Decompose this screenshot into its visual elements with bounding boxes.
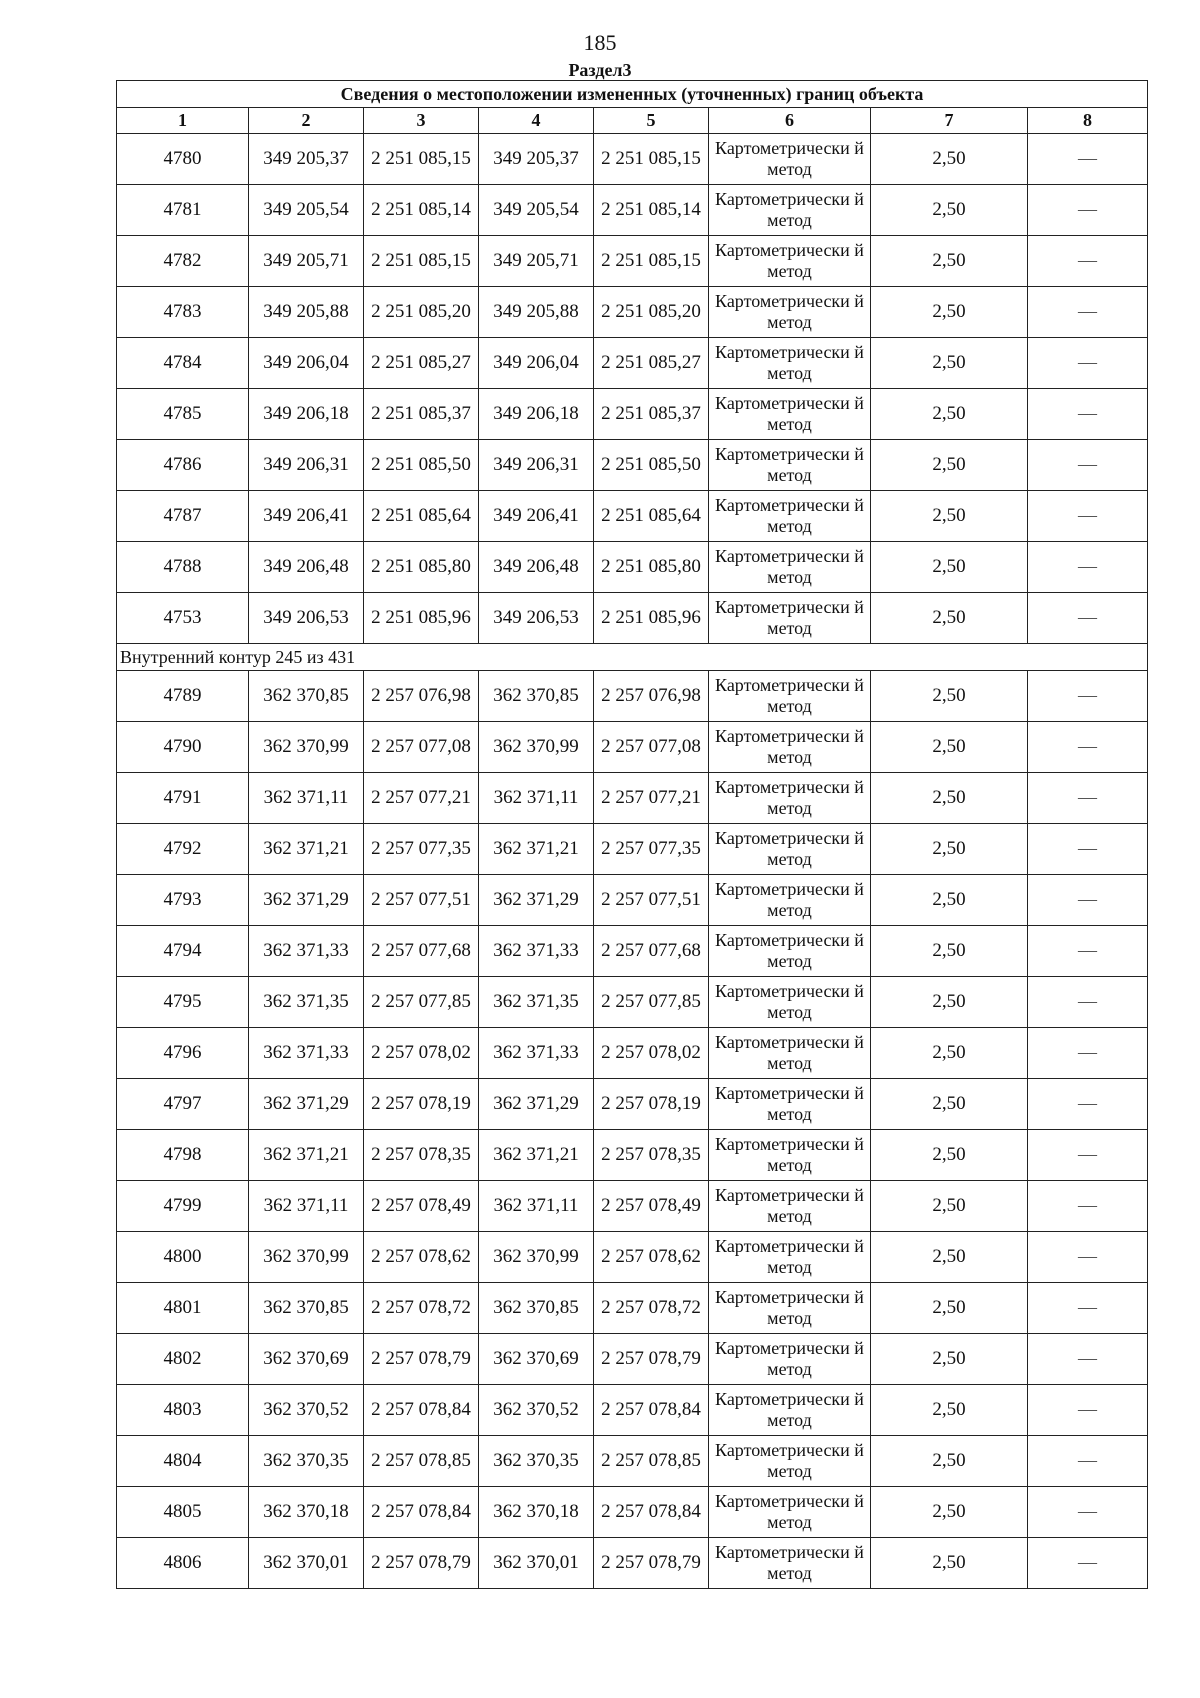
y-old-cell: 2 257 078,84 <box>364 1487 479 1538</box>
x-new-cell: 349 205,54 <box>479 185 594 236</box>
y-new-cell: 2 257 078,19 <box>594 1079 709 1130</box>
point-number-cell: 4800 <box>117 1232 249 1283</box>
description-cell: — <box>1028 1334 1148 1385</box>
y-new-cell: 2 257 077,35 <box>594 824 709 875</box>
y-new-cell: 2 257 078,35 <box>594 1130 709 1181</box>
y-new-cell: 2 251 085,64 <box>594 491 709 542</box>
x-old-cell: 349 205,37 <box>249 134 364 185</box>
y-new-cell: 2 257 078,02 <box>594 1028 709 1079</box>
y-old-cell: 2 257 077,51 <box>364 875 479 926</box>
x-old-cell: 362 371,33 <box>249 926 364 977</box>
method-cell: Картометрически й метод <box>709 1079 871 1130</box>
x-old-cell: 362 370,18 <box>249 1487 364 1538</box>
x-old-cell: 362 370,01 <box>249 1538 364 1589</box>
description-cell: — <box>1028 287 1148 338</box>
precision-cell: 2,50 <box>871 236 1028 287</box>
y-old-cell: 2 257 076,98 <box>364 671 479 722</box>
point-number-cell: 4753 <box>117 593 249 644</box>
point-number-cell: 4788 <box>117 542 249 593</box>
point-number-cell: 4786 <box>117 440 249 491</box>
table-row <box>117 1385 1148 1436</box>
description-cell: — <box>1028 977 1148 1028</box>
method-cell: Картометрически й метод <box>709 1130 871 1181</box>
x-new-cell: 362 370,99 <box>479 1232 594 1283</box>
precision-cell: 2,50 <box>871 926 1028 977</box>
method-cell: Картометрически й метод <box>709 440 871 491</box>
point-number-cell: 4798 <box>117 1130 249 1181</box>
y-new-cell: 2 251 085,14 <box>594 185 709 236</box>
method-cell: Картометрически й метод <box>709 185 871 236</box>
precision-cell: 2,50 <box>871 722 1028 773</box>
x-new-cell: 362 371,11 <box>479 1181 594 1232</box>
precision-cell: 2,50 <box>871 1232 1028 1283</box>
y-old-cell: 2 257 077,21 <box>364 773 479 824</box>
precision-cell: 2,50 <box>871 773 1028 824</box>
description-cell: — <box>1028 1487 1148 1538</box>
precision-cell: 2,50 <box>871 1079 1028 1130</box>
point-number-cell: 4805 <box>117 1487 249 1538</box>
column-header: 4 <box>479 108 594 134</box>
table-row <box>117 389 1148 440</box>
y-new-cell: 2 251 085,15 <box>594 236 709 287</box>
y-old-cell: 2 257 078,84 <box>364 1385 479 1436</box>
description-cell: — <box>1028 185 1148 236</box>
table-row <box>117 977 1148 1028</box>
x-old-cell: 349 206,53 <box>249 593 364 644</box>
y-new-cell: 2 251 085,37 <box>594 389 709 440</box>
method-cell: Картометрически й метод <box>709 287 871 338</box>
description-cell: — <box>1028 440 1148 491</box>
y-old-cell: 2 251 085,64 <box>364 491 479 542</box>
x-old-cell: 362 371,33 <box>249 1028 364 1079</box>
x-new-cell: 362 371,33 <box>479 1028 594 1079</box>
table-row <box>117 542 1148 593</box>
precision-cell: 2,50 <box>871 1181 1028 1232</box>
method-cell: Картометрически й метод <box>709 338 871 389</box>
column-header: 1 <box>117 108 249 134</box>
method-cell: Картометрически й метод <box>709 389 871 440</box>
y-old-cell: 2 257 078,85 <box>364 1436 479 1487</box>
table-row <box>117 1028 1148 1079</box>
contour-label: Внутренний контур 245 из 431 <box>117 644 1148 671</box>
description-cell: — <box>1028 389 1148 440</box>
precision-cell: 2,50 <box>871 824 1028 875</box>
point-number-cell: 4782 <box>117 236 249 287</box>
x-old-cell: 362 371,21 <box>249 824 364 875</box>
point-number-cell: 4787 <box>117 491 249 542</box>
x-new-cell: 362 371,21 <box>479 824 594 875</box>
description-cell: — <box>1028 1232 1148 1283</box>
point-number-cell: 4793 <box>117 875 249 926</box>
method-cell: Картометрически й метод <box>709 1385 871 1436</box>
table-body <box>117 81 1148 1589</box>
method-cell: Картометрически й метод <box>709 722 871 773</box>
table-row <box>117 593 1148 644</box>
table-row <box>117 440 1148 491</box>
x-new-cell: 349 206,04 <box>479 338 594 389</box>
description-cell: — <box>1028 926 1148 977</box>
contour-row <box>117 644 1148 671</box>
y-old-cell: 2 257 077,68 <box>364 926 479 977</box>
table-caption-row <box>117 81 1148 108</box>
column-header: 3 <box>364 108 479 134</box>
description-cell: — <box>1028 1385 1148 1436</box>
table-row <box>117 926 1148 977</box>
table-row <box>117 1436 1148 1487</box>
method-cell: Картометрически й метод <box>709 1232 871 1283</box>
y-new-cell: 2 257 077,85 <box>594 977 709 1028</box>
y-old-cell: 2 257 078,02 <box>364 1028 479 1079</box>
y-old-cell: 2 257 078,19 <box>364 1079 479 1130</box>
table-row <box>117 491 1148 542</box>
x-new-cell: 362 370,85 <box>479 671 594 722</box>
x-old-cell: 349 206,41 <box>249 491 364 542</box>
x-old-cell: 349 206,31 <box>249 440 364 491</box>
x-old-cell: 349 205,71 <box>249 236 364 287</box>
x-new-cell: 362 370,99 <box>479 722 594 773</box>
point-number-cell: 4794 <box>117 926 249 977</box>
x-new-cell: 362 371,11 <box>479 773 594 824</box>
column-header-row <box>117 108 1148 134</box>
y-new-cell: 2 251 085,96 <box>594 593 709 644</box>
description-cell: — <box>1028 593 1148 644</box>
y-new-cell: 2 257 078,84 <box>594 1385 709 1436</box>
description-cell: — <box>1028 491 1148 542</box>
precision-cell: 2,50 <box>871 491 1028 542</box>
x-old-cell: 362 370,35 <box>249 1436 364 1487</box>
description-cell: — <box>1028 671 1148 722</box>
column-header: 5 <box>594 108 709 134</box>
description-cell: — <box>1028 875 1148 926</box>
precision-cell: 2,50 <box>871 593 1028 644</box>
y-old-cell: 2 251 085,37 <box>364 389 479 440</box>
point-number-cell: 4806 <box>117 1538 249 1589</box>
x-old-cell: 362 371,11 <box>249 1181 364 1232</box>
x-old-cell: 349 205,54 <box>249 185 364 236</box>
y-old-cell: 2 257 077,35 <box>364 824 479 875</box>
x-new-cell: 349 205,37 <box>479 134 594 185</box>
precision-cell: 2,50 <box>871 185 1028 236</box>
table-row <box>117 1538 1148 1589</box>
method-cell: Картометрически й метод <box>709 1283 871 1334</box>
point-number-cell: 4789 <box>117 671 249 722</box>
method-cell: Картометрически й метод <box>709 134 871 185</box>
y-old-cell: 2 251 085,15 <box>364 236 479 287</box>
column-header: 7 <box>871 108 1028 134</box>
x-new-cell: 362 371,29 <box>479 1079 594 1130</box>
x-new-cell: 362 370,18 <box>479 1487 594 1538</box>
y-new-cell: 2 257 077,68 <box>594 926 709 977</box>
description-cell: — <box>1028 134 1148 185</box>
point-number-cell: 4781 <box>117 185 249 236</box>
precision-cell: 2,50 <box>871 977 1028 1028</box>
table-row <box>117 134 1148 185</box>
method-cell: Картометрически й метод <box>709 773 871 824</box>
point-number-cell: 4799 <box>117 1181 249 1232</box>
point-number-cell: 4801 <box>117 1283 249 1334</box>
x-old-cell: 362 371,29 <box>249 1079 364 1130</box>
table-row <box>117 287 1148 338</box>
description-cell: — <box>1028 236 1148 287</box>
method-cell: Картометрически й метод <box>709 593 871 644</box>
x-old-cell: 349 206,48 <box>249 542 364 593</box>
y-old-cell: 2 251 085,80 <box>364 542 479 593</box>
method-cell: Картометрически й метод <box>709 1538 871 1589</box>
x-new-cell: 362 371,21 <box>479 1130 594 1181</box>
table-row <box>117 1130 1148 1181</box>
point-number-cell: 4795 <box>117 977 249 1028</box>
method-cell: Картометрически й метод <box>709 875 871 926</box>
table-row <box>117 1334 1148 1385</box>
table-row <box>117 236 1148 287</box>
point-number-cell: 4797 <box>117 1079 249 1130</box>
description-cell: — <box>1028 1538 1148 1589</box>
precision-cell: 2,50 <box>871 1334 1028 1385</box>
y-old-cell: 2 257 078,62 <box>364 1232 479 1283</box>
x-old-cell: 362 370,52 <box>249 1385 364 1436</box>
x-new-cell: 362 370,69 <box>479 1334 594 1385</box>
y-old-cell: 2 257 077,85 <box>364 977 479 1028</box>
method-cell: Картометрически й метод <box>709 1181 871 1232</box>
method-cell: Картометрически й метод <box>709 926 871 977</box>
x-old-cell: 362 371,35 <box>249 977 364 1028</box>
point-number-cell: 4783 <box>117 287 249 338</box>
x-old-cell: 349 205,88 <box>249 287 364 338</box>
description-cell: — <box>1028 1436 1148 1487</box>
table-row <box>117 185 1148 236</box>
description-cell: — <box>1028 722 1148 773</box>
description-cell: — <box>1028 773 1148 824</box>
y-old-cell: 2 251 085,50 <box>364 440 479 491</box>
description-cell: — <box>1028 1181 1148 1232</box>
y-new-cell: 2 257 077,51 <box>594 875 709 926</box>
table-row <box>117 1181 1148 1232</box>
method-cell: Картометрически й метод <box>709 491 871 542</box>
x-old-cell: 349 206,04 <box>249 338 364 389</box>
column-header: 6 <box>709 108 871 134</box>
x-old-cell: 362 371,21 <box>249 1130 364 1181</box>
precision-cell: 2,50 <box>871 1385 1028 1436</box>
description-cell: — <box>1028 542 1148 593</box>
table-row <box>117 1079 1148 1130</box>
precision-cell: 2,50 <box>871 542 1028 593</box>
point-number-cell: 4802 <box>117 1334 249 1385</box>
x-new-cell: 362 371,35 <box>479 977 594 1028</box>
table-row <box>117 722 1148 773</box>
point-number-cell: 4804 <box>117 1436 249 1487</box>
point-number-cell: 4784 <box>117 338 249 389</box>
y-old-cell: 2 251 085,14 <box>364 185 479 236</box>
table-row <box>117 875 1148 926</box>
table-row <box>117 1232 1148 1283</box>
point-number-cell: 4790 <box>117 722 249 773</box>
y-old-cell: 2 257 078,72 <box>364 1283 479 1334</box>
y-new-cell: 2 257 076,98 <box>594 671 709 722</box>
method-cell: Картометрически й метод <box>709 977 871 1028</box>
x-old-cell: 362 370,85 <box>249 1283 364 1334</box>
point-number-cell: 4785 <box>117 389 249 440</box>
point-number-cell: 4792 <box>117 824 249 875</box>
page-number: 185 <box>583 30 617 55</box>
x-new-cell: 349 206,53 <box>479 593 594 644</box>
y-old-cell: 2 251 085,27 <box>364 338 479 389</box>
table-row <box>117 1487 1148 1538</box>
x-new-cell: 349 206,41 <box>479 491 594 542</box>
precision-cell: 2,50 <box>871 875 1028 926</box>
y-new-cell: 2 251 085,50 <box>594 440 709 491</box>
method-cell: Картометрически й метод <box>709 1334 871 1385</box>
point-number-cell: 4780 <box>117 134 249 185</box>
section-title: Раздел3 <box>568 60 632 80</box>
y-new-cell: 2 257 078,85 <box>594 1436 709 1487</box>
y-new-cell: 2 257 078,79 <box>594 1538 709 1589</box>
x-new-cell: 362 370,85 <box>479 1283 594 1334</box>
y-new-cell: 2 251 085,20 <box>594 287 709 338</box>
method-cell: Картометрически й метод <box>709 1028 871 1079</box>
x-new-cell: 349 206,48 <box>479 542 594 593</box>
description-cell: — <box>1028 1079 1148 1130</box>
y-old-cell: 2 257 078,35 <box>364 1130 479 1181</box>
column-header: 8 <box>1028 108 1148 134</box>
description-cell: — <box>1028 1283 1148 1334</box>
x-old-cell: 362 371,29 <box>249 875 364 926</box>
precision-cell: 2,50 <box>871 287 1028 338</box>
precision-cell: 2,50 <box>871 440 1028 491</box>
precision-cell: 2,50 <box>871 1130 1028 1181</box>
description-cell: — <box>1028 1028 1148 1079</box>
x-new-cell: 349 206,31 <box>479 440 594 491</box>
precision-cell: 2,50 <box>871 671 1028 722</box>
x-new-cell: 349 206,18 <box>479 389 594 440</box>
precision-cell: 2,50 <box>871 134 1028 185</box>
x-old-cell: 349 206,18 <box>249 389 364 440</box>
point-number-cell: 4796 <box>117 1028 249 1079</box>
precision-cell: 2,50 <box>871 1283 1028 1334</box>
x-old-cell: 362 371,11 <box>249 773 364 824</box>
column-header: 2 <box>249 108 364 134</box>
x-new-cell: 362 370,01 <box>479 1538 594 1589</box>
method-cell: Картометрически й метод <box>709 671 871 722</box>
y-old-cell: 2 251 085,15 <box>364 134 479 185</box>
y-old-cell: 2 257 078,79 <box>364 1538 479 1589</box>
precision-cell: 2,50 <box>871 1436 1028 1487</box>
x-new-cell: 362 371,33 <box>479 926 594 977</box>
precision-cell: 2,50 <box>871 1538 1028 1589</box>
description-cell: — <box>1028 338 1148 389</box>
precision-cell: 2,50 <box>871 1028 1028 1079</box>
y-new-cell: 2 257 078,79 <box>594 1334 709 1385</box>
description-cell: — <box>1028 824 1148 875</box>
table-row <box>117 824 1148 875</box>
y-new-cell: 2 257 078,62 <box>594 1232 709 1283</box>
method-cell: Картометрически й метод <box>709 1487 871 1538</box>
coordinates-table <box>116 80 1148 1589</box>
y-new-cell: 2 251 085,27 <box>594 338 709 389</box>
y-new-cell: 2 257 077,08 <box>594 722 709 773</box>
description-cell: — <box>1028 1130 1148 1181</box>
precision-cell: 2,50 <box>871 338 1028 389</box>
table-row <box>117 1283 1148 1334</box>
y-new-cell: 2 257 078,72 <box>594 1283 709 1334</box>
point-number-cell: 4803 <box>117 1385 249 1436</box>
x-new-cell: 362 370,35 <box>479 1436 594 1487</box>
y-new-cell: 2 257 077,21 <box>594 773 709 824</box>
y-new-cell: 2 257 078,84 <box>594 1487 709 1538</box>
table-row <box>117 338 1148 389</box>
y-new-cell: 2 251 085,80 <box>594 542 709 593</box>
x-old-cell: 362 370,99 <box>249 722 364 773</box>
point-number-cell: 4791 <box>117 773 249 824</box>
y-old-cell: 2 257 077,08 <box>364 722 479 773</box>
table-row <box>117 773 1148 824</box>
method-cell: Картометрически й метод <box>709 542 871 593</box>
x-new-cell: 349 205,71 <box>479 236 594 287</box>
table-row <box>117 671 1148 722</box>
x-new-cell: 362 370,52 <box>479 1385 594 1436</box>
method-cell: Картометрически й метод <box>709 1436 871 1487</box>
table-caption: Сведения о местоположении измененных (уточненных) границ объекта <box>117 81 1148 108</box>
y-old-cell: 2 251 085,96 <box>364 593 479 644</box>
method-cell: Картометрически й метод <box>709 824 871 875</box>
precision-cell: 2,50 <box>871 389 1028 440</box>
y-old-cell: 2 257 078,49 <box>364 1181 479 1232</box>
y-new-cell: 2 251 085,15 <box>594 134 709 185</box>
precision-cell: 2,50 <box>871 1487 1028 1538</box>
y-new-cell: 2 257 078,49 <box>594 1181 709 1232</box>
x-old-cell: 362 370,99 <box>249 1232 364 1283</box>
x-old-cell: 362 370,69 <box>249 1334 364 1385</box>
y-old-cell: 2 257 078,79 <box>364 1334 479 1385</box>
x-new-cell: 349 205,88 <box>479 287 594 338</box>
x-old-cell: 362 370,85 <box>249 671 364 722</box>
y-old-cell: 2 251 085,20 <box>364 287 479 338</box>
x-new-cell: 362 371,29 <box>479 875 594 926</box>
method-cell: Картометрически й метод <box>709 236 871 287</box>
